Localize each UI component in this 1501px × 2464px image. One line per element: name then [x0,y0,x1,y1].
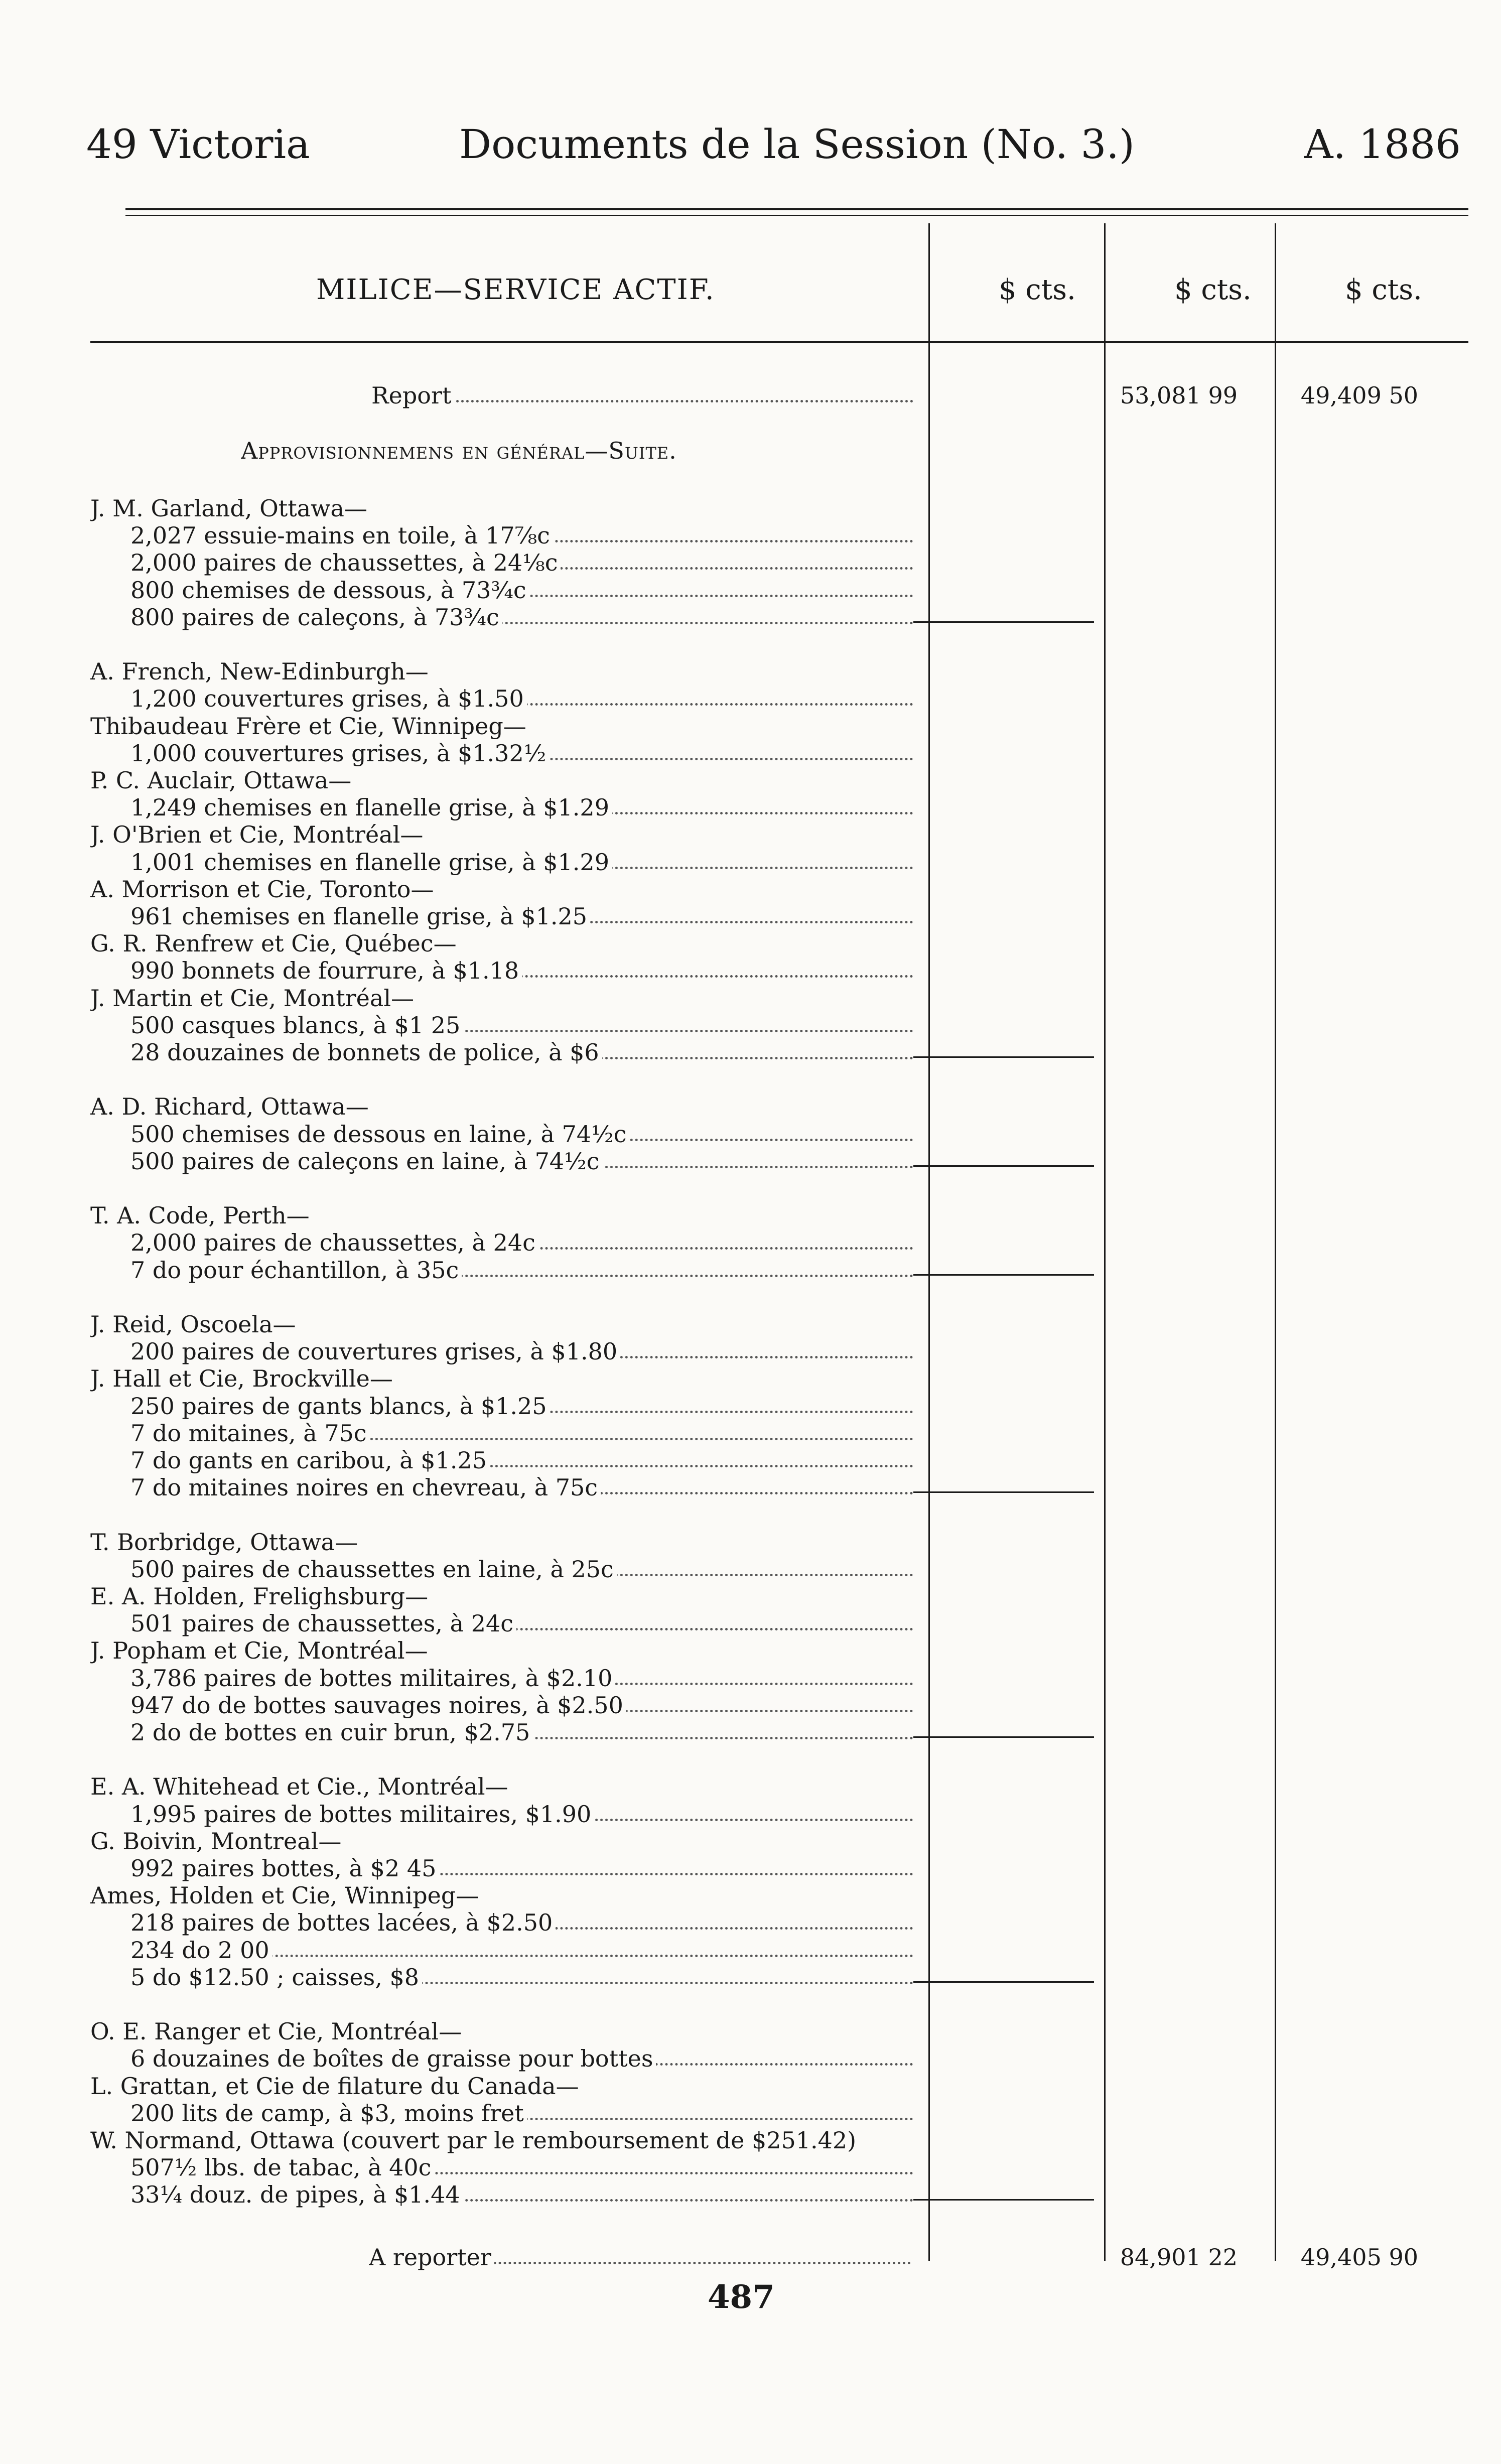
line-item-text: 961 chemises en flanelle grise, à $1.25 [130,903,590,930]
subtotal-rule [913,1981,1094,1983]
header-rule [125,208,1468,210]
line-item [130,685,918,713]
line-item-text: 28 douzaines de bonnets de police, à $6 [130,1039,602,1066]
line-item-text: 7 do mitaines, à 75c [130,1420,370,1447]
line-item-text: T. Borbridge, Ottawa— [90,1529,361,1556]
line-item-text: P. C. Auclair, Ottawa— [90,767,354,794]
header-document-title: Documents de la Session (No. 3.) [459,121,1135,168]
line-item [130,1446,918,1474]
supplier-heading [90,875,918,903]
line-item-text: 7 do mitaines noires en chevreau, à 75c [130,1474,601,1501]
line-item [130,1800,918,1828]
supplier-heading [90,1364,918,1393]
line-item-text: J. Popham et Cie, Montréal— [90,1637,431,1664]
line-item [130,1555,918,1583]
line-item-text: 500 chemises de dessous en laine, à 74½c [130,1121,629,1148]
supplier-heading [90,2072,918,2100]
line-item-text: 200 lits de camp, à $3, moins fret [130,2100,527,2127]
line-item-text: 800 chemises de dessous, à 73¾c [130,577,529,604]
line-item-text: 6 douzaines de boîtes de graisse pour bottes [130,2045,656,2072]
supplier-heading [90,929,918,957]
line-item [130,1936,918,1964]
line-item [130,1718,918,1746]
line-item [130,739,918,767]
line-item [130,848,918,876]
supplier-heading [90,1310,918,1338]
report-row [371,381,918,409]
page-number: 487 [708,2278,775,2316]
supplier-heading [90,820,918,849]
report-label: Report [371,382,454,409]
line-item [130,1854,918,1882]
line-item [130,1908,918,1937]
supplier-heading [90,2126,918,2154]
line-item [130,1337,918,1365]
column-header-1: $ cts. [999,273,1076,306]
line-item [130,956,918,985]
line-item-text: 2 do de bottes en cuir brun, $2.75 [130,1719,533,1746]
line-item-text: Ames, Holden et Cie, Winnipeg— [90,1882,482,1909]
line-item-text: 250 paires de gants blancs, à $1.25 [130,1393,550,1420]
line-item [130,1256,918,1284]
line-item-text: 218 paires de bottes lacées, à $2.50 [130,1909,556,1936]
line-item-text: 2,000 paires de chaussettes, à 24c [130,1229,538,1256]
line-item-text: 1,995 paires de bottes militaires, $1.90 [130,1801,594,1828]
supplier-heading [90,1827,918,1855]
line-item [130,1473,918,1501]
line-item [130,2153,918,2181]
line-item-text: 501 paires de chaussettes, à 24c [130,1610,516,1637]
line-item-text: 992 paires bottes, à $2 45 [130,1855,439,1882]
column-divider-2 [1104,223,1106,2261]
report-total-col3: 49,409 50 [1300,382,1418,409]
total-col2: 84,901 22 [1120,2244,1238,2271]
line-item-text: A. Morrison et Cie, Toronto— [90,876,437,903]
line-item-text: 947 do de bottes sauvages noires, à $2.50 [130,1692,626,1719]
header-year: A. 1886 [1304,121,1461,168]
line-item-text: Thibaudeau Frère et Cie, Winnipeg— [90,713,529,740]
report-total-col2: 53,081 99 [1120,382,1238,409]
supplier-heading [90,2017,918,2045]
line-item-text: E. A. Whitehead et Cie., Montréal— [90,1773,511,1800]
subtotal-rule [913,1056,1094,1058]
line-item [130,1419,918,1447]
line-item [130,2099,918,2127]
line-item [130,1691,918,1719]
column-divider-3 [1275,223,1276,2261]
line-item [130,576,918,604]
header-session-year: 49 Victoria [86,121,310,168]
column-header-3: $ cts. [1345,273,1422,306]
supplier-heading [90,1772,918,1801]
supplier-heading [90,1636,918,1665]
line-item-text: J. M. Garland, Ottawa— [90,495,370,522]
section-heading: Approvisionnemens en général—Suite. [241,437,677,464]
line-item [130,1963,918,1991]
subtotal-rule [913,1274,1094,1276]
line-item-text: J. Martin et Cie, Montréal— [90,985,417,1012]
line-item-text: 2,000 paires de chaussettes, à 24⅛c [130,549,561,576]
line-item-text: T. A. Code, Perth— [90,1202,313,1229]
column-header-rule [90,341,1468,343]
line-item [130,1664,918,1692]
line-item-text: A. D. Richard, Ottawa— [90,1093,372,1120]
line-item [130,603,918,631]
line-item-text: E. A. Holden, Frelighsburg— [90,1583,431,1610]
supplier-heading [90,1528,918,1556]
line-item-text: 1,200 couvertures grises, à $1.50 [130,685,527,712]
supplier-heading [90,766,918,794]
line-item-text: W. Normand, Ottawa (couvert par le remboursement de $251.42) [90,2127,859,2154]
line-item-text: G. Boivin, Montreal— [90,1828,344,1855]
total-label: A reporter [369,2244,494,2271]
line-item-text: 507½ lbs. de tabac, à 40c [130,2154,434,2181]
line-item-text: 1,000 couvertures grises, à $1.32½ [130,740,549,767]
supplier-heading [90,494,918,522]
line-item [130,1011,918,1039]
line-item [130,1228,918,1257]
line-item [130,549,918,577]
header-rule-thin [125,215,1468,216]
line-item-text: 200 paires de couvertures grises, à $1.80 [130,1338,620,1365]
supplier-heading [90,657,918,686]
column-header-2: $ cts. [1174,273,1252,306]
table-title: MILICE—SERVICE ACTIF. [316,273,715,306]
subtotal-rule [913,621,1094,623]
subtotal-rule [913,1165,1094,1167]
subtotal-rule [913,2199,1094,2201]
subtotal-rule [913,1491,1094,1493]
line-item [130,1038,918,1066]
subtotal-rule [913,1736,1094,1738]
line-item-text: 1,001 chemises en flanelle grise, à $1.29 [130,849,612,876]
line-item [130,1147,918,1175]
line-item [130,1120,918,1148]
supplier-heading [90,984,918,1012]
line-item [130,793,918,822]
supplier-heading [90,1582,918,1610]
line-item [130,521,918,550]
line-item [130,2180,918,2209]
line-item-text: G. R. Renfrew et Cie, Québec— [90,930,460,957]
line-item [130,1609,918,1637]
line-item-text: 500 paires de caleçons en laine, à 74½c [130,1148,603,1175]
line-item-text: 500 casques blancs, à $1 25 [130,1012,463,1039]
line-item-text: 7 do gants en caribou, à $1.25 [130,1447,490,1474]
line-item-text: 33¼ douz. de pipes, à $1.44 [130,2181,463,2208]
line-item-text: 234 do 2 00 [130,1937,272,1964]
line-item-text: 500 paires de chaussettes en laine, à 25c [130,1556,617,1583]
supplier-heading [90,1881,918,1909]
line-item-text: A. French, New-Edinburgh— [90,658,432,685]
line-item-text: 2,027 essuie-mains en toile, à 17⅞c [130,522,553,549]
total-col3: 49,405 90 [1300,2244,1418,2271]
line-item-text: 1,249 chemises en flanelle grise, à $1.29 [130,794,612,821]
supplier-heading [90,1201,918,1229]
total-row [369,2243,916,2271]
line-item-text: J. Reid, Oscoela— [90,1311,299,1338]
line-item [130,2044,918,2073]
line-item-text: 5 do $12.50 ; caisses, $8 [130,1964,422,1991]
column-divider-1 [928,223,930,2261]
line-item-text: L. Grattan, et Cie de filature du Canada— [90,2073,582,2100]
line-item-text: 3,786 paires de bottes militaires, à $2.10 [130,1665,615,1692]
line-item-text: 7 do pour échantillon, à 35c [130,1257,462,1284]
line-item-text: J. Hall et Cie, Brockville— [90,1365,396,1392]
line-item-text: 800 paires de caleçons, à 73¾c [130,604,502,631]
supplier-heading [90,712,918,740]
supplier-heading [90,1092,918,1121]
line-item-text: J. O'Brien et Cie, Montréal— [90,821,426,848]
line-item [130,1392,918,1420]
line-item-text: 990 bonnets de fourrure, à $1.18 [130,957,522,984]
line-item [130,902,918,930]
line-item-text: O. E. Ranger et Cie, Montréal— [90,2018,465,2045]
